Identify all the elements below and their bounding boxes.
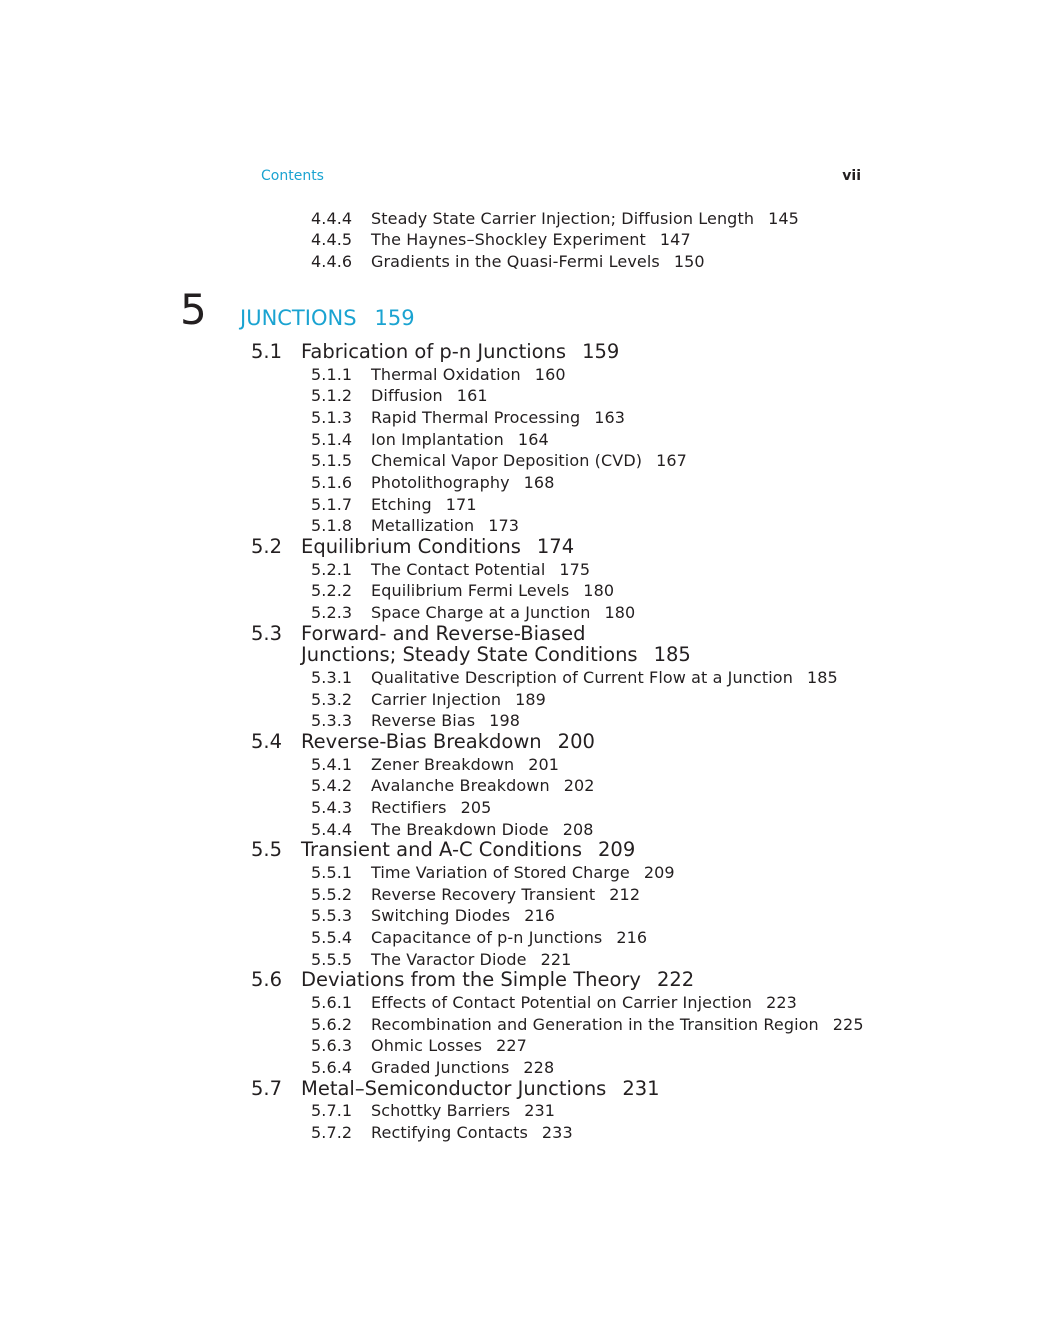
- entry-number: 5.5.3: [311, 906, 353, 925]
- toc-entry-5-1-7[interactable]: [311, 495, 477, 514]
- entry-number: 5.2.1: [311, 560, 353, 579]
- section-title: Deviations from the Simple Theory: [301, 968, 641, 991]
- entry-number: 4.4.4: [311, 209, 353, 228]
- entry-title: Steady State Carrier Injection; Diffusion Length: [371, 209, 755, 228]
- entry-title: Rapid Thermal Processing: [371, 408, 581, 427]
- section-number: 5.3: [251, 622, 283, 645]
- section-number: 5.2: [251, 535, 283, 558]
- entry-title: Zener Breakdown: [371, 755, 515, 774]
- entry-title: Switching Diodes: [371, 906, 511, 925]
- section-number: 5.6: [251, 968, 283, 991]
- entry-page: 227: [496, 1036, 527, 1055]
- entry-title: Rectifiers: [371, 798, 447, 817]
- entry-number: 5.6.2: [311, 1015, 353, 1034]
- entry-title: Capacitance of p-n Junctions: [371, 928, 603, 947]
- entry-page: 189: [515, 690, 546, 709]
- toc-entry-4-4-6[interactable]: [311, 252, 705, 271]
- entry-number: 5.1.3: [311, 408, 353, 427]
- entry-number: 5.6.4: [311, 1058, 353, 1077]
- entry-title: The Breakdown Diode: [371, 820, 549, 839]
- entry-number: 5.3.1: [311, 668, 353, 687]
- entry-number: 5.3.3: [311, 711, 353, 730]
- entry-number: 5.5.4: [311, 928, 353, 947]
- entry-number: 5.4.3: [311, 798, 353, 817]
- section-title: Fabrication of p-n Junctions: [301, 340, 567, 363]
- entry-page: 223: [766, 993, 797, 1012]
- toc-entry-4-4-4[interactable]: [311, 209, 799, 228]
- section-page: 209: [598, 838, 636, 861]
- entry-page: 212: [609, 885, 641, 904]
- entry-title: Reverse Recovery Transient: [371, 885, 596, 904]
- entry-number: 5.1.4: [311, 430, 353, 449]
- toc-entry-5-7-1[interactable]: [311, 1101, 555, 1120]
- entry-page: 161: [456, 386, 488, 405]
- toc-entry-5-4-2[interactable]: [311, 776, 595, 795]
- entry-page: 208: [562, 820, 594, 839]
- chapter-page: 159: [374, 306, 415, 330]
- entry-title: The Varactor Diode: [371, 950, 527, 969]
- entry-page: 216: [616, 928, 648, 947]
- entry-title: Etching: [371, 495, 432, 514]
- toc-entry-5-6-1[interactable]: [311, 993, 797, 1012]
- entry-title: The Haynes–Shockley Experiment: [371, 230, 646, 249]
- entry-page: 168: [523, 473, 555, 492]
- entry-title: Effects of Contact Potential on Carrier Injection: [371, 993, 753, 1012]
- toc-entry-5-1-1[interactable]: [311, 365, 566, 384]
- entry-number: 5.2.2: [311, 581, 353, 600]
- entry-number: 5.1.1: [311, 365, 353, 384]
- entry-title: Diffusion: [371, 386, 443, 405]
- toc-entry-5-1-2[interactable]: [311, 386, 488, 405]
- section-number: 5.4: [251, 730, 283, 753]
- entry-page: 175: [559, 560, 591, 579]
- entry-page: 180: [604, 603, 636, 622]
- section-page: 185: [653, 643, 691, 666]
- section-title-line2: Junctions; Steady State Conditions: [301, 643, 638, 666]
- entry-number: 5.4.4: [311, 820, 353, 839]
- toc-entry-5-3-2[interactable]: [311, 690, 546, 709]
- entry-number: 5.1.6: [311, 473, 353, 492]
- section-number: 5.5: [251, 838, 283, 861]
- toc-entry-5-3-1[interactable]: [311, 668, 838, 687]
- entry-page: 173: [488, 516, 520, 535]
- toc-entry-5-4-1[interactable]: [311, 755, 559, 774]
- toc-entry-5-1-3[interactable]: [311, 408, 625, 427]
- entry-page: 163: [594, 408, 626, 427]
- entry-number: 5.4.2: [311, 776, 353, 795]
- section-page: 200: [557, 730, 595, 753]
- entry-page: 171: [445, 495, 477, 514]
- toc-entry-5-1-4[interactable]: [311, 430, 549, 449]
- entry-page: 185: [806, 668, 838, 687]
- toc-entry-5-6-4[interactable]: [311, 1058, 554, 1077]
- entry-title: Time Variation of Stored Charge: [371, 863, 630, 882]
- section-page: 231: [622, 1077, 660, 1100]
- entry-page: 202: [563, 776, 595, 795]
- entry-number: 5.5.5: [311, 950, 353, 969]
- entry-number: 5.1.5: [311, 451, 353, 470]
- entry-page: 221: [540, 950, 572, 969]
- entry-page: 216: [524, 906, 556, 925]
- toc-section-5-5[interactable]: [251, 838, 635, 861]
- entry-title: Schottky Barriers: [371, 1101, 511, 1120]
- entry-title: Carrier Injection: [371, 690, 502, 709]
- entry-page: 205: [460, 798, 492, 817]
- chapter-number: 5: [180, 285, 207, 334]
- running-head-title: Contents: [261, 168, 324, 184]
- entry-number: 5.5.2: [311, 885, 353, 904]
- page-number: vii: [842, 168, 861, 184]
- entry-number: 5.1.8: [311, 516, 353, 535]
- toc-section-5-3[interactable]: [251, 622, 586, 645]
- entry-number: 4.4.6: [311, 252, 353, 271]
- entry-page: 209: [643, 863, 675, 882]
- entry-page: 198: [489, 711, 521, 730]
- entry-title: Space Charge at a Junction: [371, 603, 591, 622]
- section-page: 174: [536, 535, 575, 558]
- toc-entry-5-7-2[interactable]: [311, 1123, 573, 1142]
- entry-number: 5.2.3: [311, 603, 353, 622]
- toc-entry-5-5-4[interactable]: [311, 928, 647, 947]
- toc-section-5-4[interactable]: [251, 730, 595, 753]
- entry-title: Reverse Bias: [371, 711, 476, 730]
- section-number: 5.1: [251, 340, 283, 363]
- section-title: Equilibrium Conditions: [301, 535, 521, 558]
- toc-entry-5-2-1[interactable]: [311, 560, 590, 579]
- entry-number: 5.5.1: [311, 863, 353, 882]
- toc-entry-5-2-3[interactable]: [311, 603, 635, 622]
- toc-section-5-3-continued[interactable]: [301, 643, 691, 666]
- entry-title: Gradients in the Quasi-Fermi Levels: [371, 252, 660, 271]
- chapter-title[interactable]: [240, 306, 415, 330]
- entry-title: Ohmic Losses: [371, 1036, 483, 1055]
- section-number: 5.7: [251, 1077, 283, 1100]
- section-title: Reverse-Bias Breakdown: [301, 730, 542, 753]
- entry-page: 225: [832, 1015, 864, 1034]
- running-head: [261, 168, 861, 190]
- entry-number: 5.6.3: [311, 1036, 353, 1055]
- entry-title: Thermal Oxidation: [371, 365, 521, 384]
- entry-page: 180: [583, 581, 615, 600]
- toc-entry-5-3-3[interactable]: [311, 711, 520, 730]
- toc-entry-5-5-2[interactable]: [311, 885, 640, 904]
- toc-entry-5-2-2[interactable]: [311, 581, 614, 600]
- entry-title: Photolithography: [371, 473, 510, 492]
- entry-title: Equilibrium Fermi Levels: [371, 581, 570, 600]
- entry-number: 5.7.2: [311, 1123, 353, 1142]
- entry-number: 5.4.1: [311, 755, 353, 774]
- toc-entry-5-4-3[interactable]: [311, 798, 491, 817]
- toc-entry-5-5-3[interactable]: [311, 906, 555, 925]
- section-title-line1: Forward- and Reverse-Biased: [301, 622, 586, 645]
- entry-title: Rectifying Contacts: [371, 1123, 528, 1142]
- toc-section-5-7[interactable]: [251, 1077, 660, 1100]
- entry-number: 5.7.1: [311, 1101, 353, 1120]
- toc-section-5-6[interactable]: [251, 968, 694, 991]
- toc-entry-5-1-5[interactable]: [311, 451, 687, 470]
- entry-title: Chemical Vapor Deposition (CVD): [371, 451, 643, 470]
- toc-entry-5-4-4[interactable]: [311, 820, 594, 839]
- toc-entry-5-1-8[interactable]: [311, 516, 519, 535]
- toc-entry-5-1-6[interactable]: [311, 473, 554, 492]
- toc-entry-5-6-2[interactable]: [311, 1015, 864, 1034]
- entry-page: 167: [656, 451, 687, 470]
- entry-page: 147: [659, 230, 691, 249]
- entry-title: Avalanche Breakdown: [371, 776, 550, 795]
- entry-title: Ion Implantation: [371, 430, 504, 449]
- toc-entry-5-5-1[interactable]: [311, 863, 675, 882]
- entry-title: Metallization: [371, 516, 475, 535]
- entry-title: Graded Junctions: [371, 1058, 510, 1077]
- entry-title: Recombination and Generation in the Transition Region: [371, 1015, 819, 1034]
- entry-title: The Contact Potential: [371, 560, 546, 579]
- entry-page: 228: [523, 1058, 555, 1077]
- entry-page: 201: [528, 755, 560, 774]
- entry-number: 5.1.7: [311, 495, 353, 514]
- chapter-title-text: JUNCTIONS: [240, 306, 357, 330]
- section-title: Transient and A-C Conditions: [301, 838, 583, 861]
- entry-page: 160: [534, 365, 566, 384]
- toc-section-5-2[interactable]: [251, 535, 574, 558]
- section-page: 222: [656, 968, 695, 991]
- entry-number: 4.4.5: [311, 230, 353, 249]
- entry-title: Qualitative Description of Current Flow at a Junction: [371, 668, 793, 687]
- entry-number: 5.1.2: [311, 386, 353, 405]
- toc-entry-5-6-3[interactable]: [311, 1036, 527, 1055]
- toc-entry-4-4-5[interactable]: [311, 230, 691, 249]
- toc-entry-5-5-5[interactable]: [311, 950, 571, 969]
- section-page: 159: [582, 340, 620, 363]
- entry-number: 5.6.1: [311, 993, 353, 1012]
- entry-page: 233: [541, 1123, 573, 1142]
- entry-page: 150: [673, 252, 705, 271]
- entry-number: 5.3.2: [311, 690, 353, 709]
- entry-page: 231: [524, 1101, 556, 1120]
- section-title: Metal–Semiconductor Junctions: [301, 1077, 607, 1100]
- entry-page: 164: [517, 430, 549, 449]
- toc-section-5-1[interactable]: [251, 340, 619, 363]
- entry-page: 145: [768, 209, 799, 228]
